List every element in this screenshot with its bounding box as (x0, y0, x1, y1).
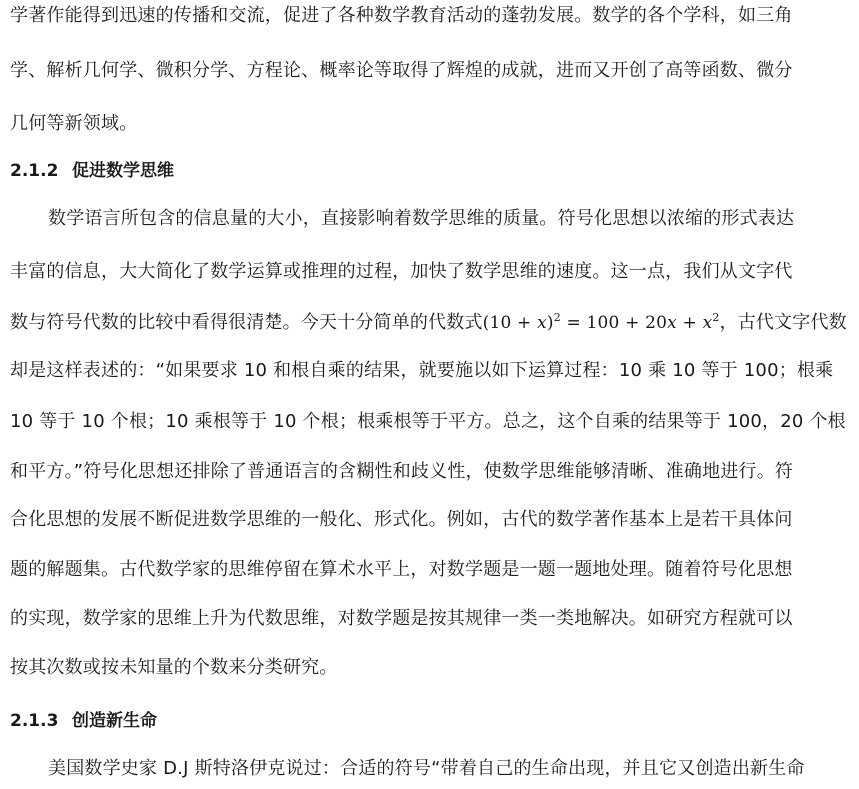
paragraph-2-line-3 (10, 311, 847, 335)
section-title: 促进数学思维 (72, 161, 174, 181)
paragraph-2-line-8: 题的解题集。古代数学家的思维停留在算术水平上，对数学题是一题一题地处理。随着符号化思想 (10, 559, 793, 580)
section-heading-2-1-2 (10, 159, 174, 183)
paragraph-2-line-5: 10 等于 10 个根；10 乘根等于 10 个根；根乘根等于平方。总之，这个自乘的结果等于 100，20 个根 (10, 411, 846, 432)
section-number: 2.1.3 (10, 711, 59, 731)
paragraph-2-line-1: 数学语言所包含的信息量的大小，直接影响着数学思维的质量。符号化思想以浓缩的形式表达 (48, 208, 795, 229)
section-number: 2.1.2 (10, 161, 59, 181)
text-before-formula: 数与符号代数的比较中看得很清楚。今天十分简单的代数式 (10, 312, 483, 333)
paragraph-2-line-2: 丰富的信息，大大简化了数学运算或推理的过程，加快了数学思维的速度。这一点，我们从文字代 (10, 261, 793, 282)
paragraph-1-line-3: 几何等新领域。 (10, 113, 138, 134)
section-title: 创造新生命 (72, 711, 157, 731)
section-heading-2-1-3 (10, 709, 157, 733)
paragraph-2-line-9: 的实现，数学家的思维上升为代数思维，对数学题是按其规律一类一类地解决。如研究方程就可以 (10, 608, 793, 629)
paragraph-1-line-2: 学、解析几何学、微积分学、方程论、概率论等取得了辉煌的成就，进而又开创了高等函数、微分 (10, 60, 793, 81)
paragraph-1-line-1: 学著作能得到迅速的传播和交流，促进了各种数学教育活动的蓬勃发展。数学的各个学科，如三角 (10, 5, 793, 26)
paragraph-2-line-4: 却是这样表述的：“如果要求 10 和根自乘的结果，就要施以如下运算过程：10 乘 10 等于 100；根乘 (10, 360, 834, 381)
text-after-formula: ，古代文字代数 (719, 312, 847, 333)
paragraph-3-line-1: 美国数学史家 D.J 斯特洛伊克说过：合适的符号“带着自己的生命出现，并且它又创造出新生命 (48, 758, 805, 779)
paragraph-2-line-6: 和平方。”符号化思想还排除了普通语言的含糊性和歧义性，使数学思维能够清晰、准确地进行。符 (10, 461, 794, 482)
paragraph-2-line-10: 按其次数或按未知量的个数来分类研究。 (10, 657, 338, 678)
paragraph-2-line-7: 合化思想的发展不断促进数学思维的一般化、形式化。例如，古代的数学著作基本上是若干具体问 (10, 509, 793, 530)
formula: $(10 + x)^2 = 100 + 20x + x^2$ (482, 311, 720, 333)
